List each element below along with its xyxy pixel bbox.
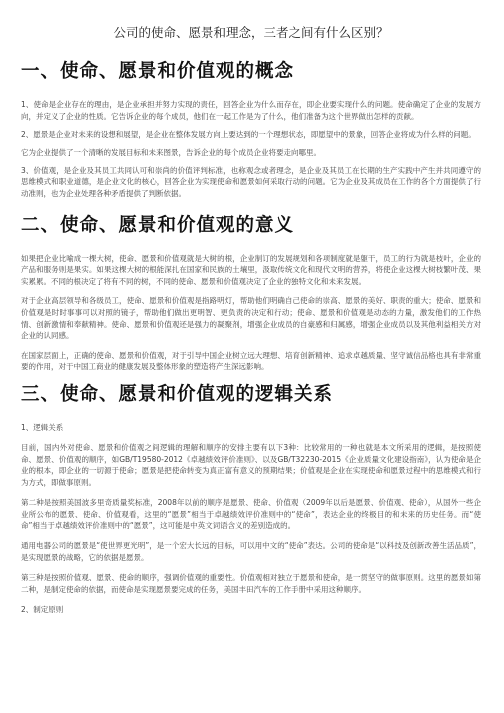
paragraph: 对于企业高层领导和各级员工，使命、愿景和价值观是指路明灯，帮助他们明确自己使命的崇高、愿景的美好、职责的重大；使命、愿景和价值观是时时事事可以对照的镜子，帮助他们做出更明智、更负责的决定和行动；使命、愿景和价值观是动态的力量，激发他们的工作热情、创新激情和奉献精神。使命、愿景和价值观还是强力的凝聚剂，增强企业成员的自豪感和归属感，增强企业成员以及其他利益相关方对企业的认同感。	[21, 296, 481, 341]
section-body-significance	[21, 253, 481, 373]
paragraph: 第二种是按照美国波多里奇质量奖标准，2008年以前的顺序是愿景、使命、价值观（2009年以后是愿景、价值观、使命），从国外一些企业所公布的愿景、使命、价值观看，这里的“愿景”相当于卓越绩效评价准则中的“使命”，表达企业的终极目的和未来的历史任务。而“使命”相当于卓越绩效评价准则中的“愿景”，这可能是中英文词语含义的差别造成的。	[21, 497, 481, 531]
paragraph: 它为企业提供了一个清晰的发展目标和未来图景，告诉企业的每个成员企业将要走向哪里。	[21, 147, 321, 157]
paragraph: 第三种是按照价值观、愿景、使命的顺序，强调价值观的重要性。价值观相对独立于愿景和使命，是一贯坚守的做事原则。这里的愿景如第二种，是制定使命的依据，而使命是实现愿景要完成的任务，美国丰田汽车的工作手册中采用这种顺序。	[21, 572, 481, 594]
page-title: 公司的使命、愿景和理念，三者之间有什么区别？	[113, 25, 389, 40]
section-body-concept	[21, 99, 481, 200]
paragraph: 1、逻辑关系	[21, 423, 64, 432]
paragraph: 1、使命是企业存在的理由，是企业承担并努力实现的责任，回答企业为什么而存在，即企业要实现什么的问题。使命确定了企业的发展方向，并定义了企业的性质。它告诉企业的每个成员，他们在一起工作是为了什么，他们准备为这个世界做出怎样的贡献。	[21, 100, 481, 121]
paragraph: 目前，国内外对使命、愿景和价值观之间逻辑的理解和顺序的安排主要有以下3种：比较常用的一种也就是本文所采用的逻辑，是按照使命、愿景、价值观的顺序，如GB/T19580-2012《卓越绩效评价准则》、以及GB/T32230-2015《企业质量文化建设指南》，认为使命是企业的根本，即企业的一切源于使命；愿景是把使命转变为真正富有意义的预期结果；价值观是企业在实现使命和愿景过程中的思维模式和行为方式，即做事原则。	[21, 443, 481, 487]
paragraph: 2、制定原则	[21, 604, 64, 614]
paragraph: 3、价值观，是企业及其员工共同认可和崇尚的价值评判标准，也称观念或者理念，是企业及其员工在长期的生产实践中产生并共同遵守的思维模式和职业道德，是企业文化的核心，回答企业为实现使命和愿景如何采取行动的问题。它为企业及其成员在工作的各个方面提供了行动准则，也为企业处理各种矛盾提供了判断依据。	[21, 165, 481, 199]
paragraph: 如果把企业比喻成一棵大树，使命、愿景和价值观就是大树的根，企业制订的发展规划和各项制度就是躯干，员工的行为就是枝叶，企业的产品和服务则是果实。如果这棵大树的根能深扎在国家和民族的土壤里，汲取传统文化和现代文明的营养，将使企业这棵大树枝繁叶茂、果实累累。不同的根决定了将有不同的树，不同的使命、愿景和价值观决定了企业的独特文化和未来发展。	[21, 253, 481, 286]
section-body-logic	[21, 422, 481, 615]
section-heading-concept: 一、使命、愿景和价值观的概念	[21, 61, 295, 82]
paragraph: 2、愿景是企业对未来的设想和展望，是企业在整体发展方向上要达到的一个理想状态，即愿望中的景象，回答企业将成为什么样的问题。	[21, 129, 476, 139]
paragraph: 通用电器公司的愿景是“使世界更光明”，是一个宏大长远的目标，可以用中文的“使命”表达。公司的使命是“以科技及创新改善生活品质”，是实现愿景的战略，它的依据是愿景。	[21, 541, 481, 562]
paragraph: 在国家层面上，正确的使命、愿景和价值观，对于引导中国企业树立远大理想、培育创新精神、追求卓越质量、坚守诚信品格也具有非常重要的作用，对于中国工商业的健康发展及整体形象的塑造将产生深远影响。	[21, 350, 481, 372]
section-heading-logic: 三、使命、愿景和价值观的逻辑关系	[21, 384, 334, 405]
section-heading-significance: 二、使命、愿景和价值观的意义	[21, 214, 295, 236]
